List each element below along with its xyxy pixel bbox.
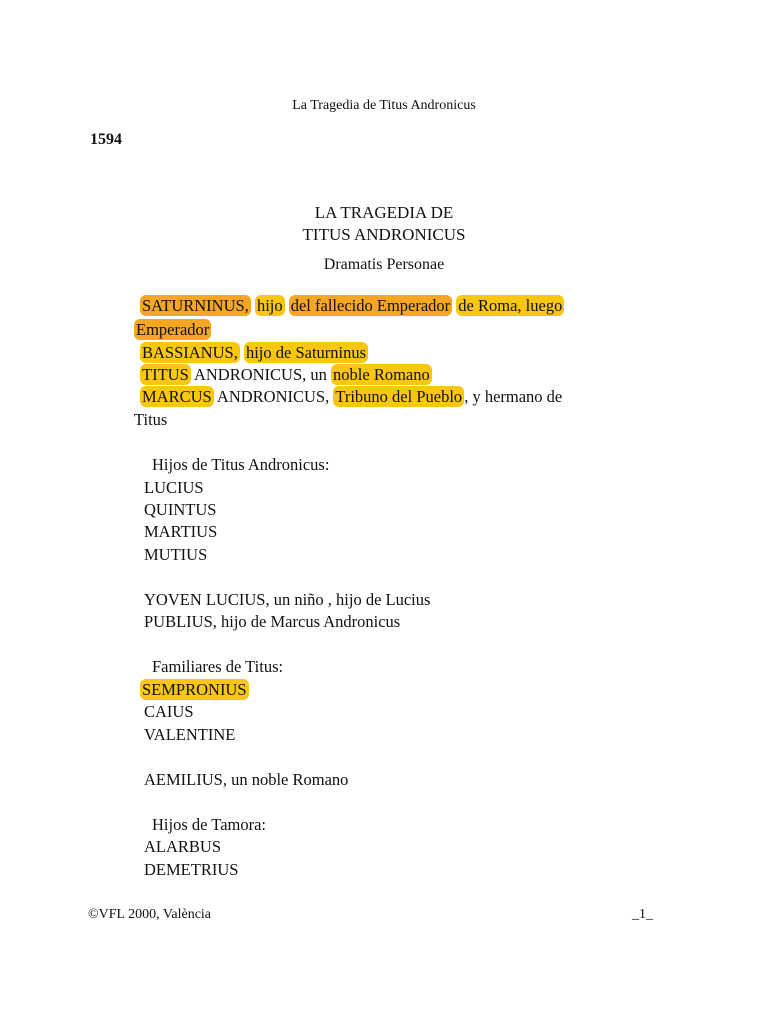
saturninus-name: SATURNINUS, [142, 296, 249, 315]
son-lucius: LUCIUS [144, 478, 204, 497]
title-line-2: TITUS ANDRONICUS [302, 225, 466, 244]
cast-caius: CAIUS [144, 702, 194, 721]
bassianus-name: BASSIANUS, [142, 343, 238, 362]
title-line-1: LA TRAGEDIA DE [314, 203, 454, 222]
saturninus-emperador: Emperador [136, 320, 210, 339]
cast-aemilius: AEMILIUS, un noble Romano [144, 770, 349, 789]
kinsmen-heading: Familiares de Titus: [152, 657, 284, 676]
saturninus-rest: de Roma, luego [458, 296, 563, 315]
footer-copyright: ©VFL 2000, València [88, 907, 212, 922]
son-quintus: QUINTUS [144, 500, 217, 519]
running-header: La Tragedia de Titus Andronicus [292, 98, 476, 113]
year: 1594 [90, 131, 122, 148]
saturninus-hijo: hijo [256, 296, 283, 315]
sons-heading: Hijos de Titus Andronicus: [152, 455, 330, 474]
cast-young-lucius: YOVEN LUCIUS, un niño , hijo de Lucius [144, 590, 431, 609]
marcus-cont: Titus [134, 410, 168, 429]
page-number: _1_ [632, 907, 653, 922]
cast-marcus [140, 387, 562, 407]
cast-saturninus-cont [134, 320, 211, 340]
sempronius-name: SEMPRONIUS [142, 680, 247, 699]
cast-alarbus: ALARBUS [144, 837, 222, 856]
cast-bassianus [140, 343, 368, 363]
bassianus-desc: hijo de Saturninus [245, 343, 367, 362]
marcus-mid: ANDRONICUS, [213, 387, 334, 406]
son-martius: MARTIUS [144, 522, 218, 541]
cast-saturninus [140, 296, 564, 316]
titus-mid: ANDRONICUS, un [190, 365, 327, 384]
tamora-sons-heading: Hijos de Tamora: [152, 815, 267, 834]
subtitle: Dramatis Personae [323, 256, 445, 273]
saturninus-fallecido: del fallecido Emperador [290, 296, 451, 315]
titus-desc: noble Romano [333, 365, 430, 384]
marcus-rest: , y hermano de [464, 387, 563, 406]
cast-valentine: VALENTINE [144, 725, 236, 744]
son-mutius: MUTIUS [144, 545, 208, 564]
titus-name: TITUS [142, 365, 189, 384]
cast-titus [140, 365, 432, 385]
cast-publius: PUBLIUS, hijo de Marcus Andronicus [144, 612, 401, 631]
cast-demetrius: DEMETRIUS [144, 860, 239, 879]
cast-sempronius [140, 680, 249, 700]
marcus-desc: Tribuno del Pueblo [335, 387, 463, 406]
marcus-name: MARCUS [142, 387, 212, 406]
